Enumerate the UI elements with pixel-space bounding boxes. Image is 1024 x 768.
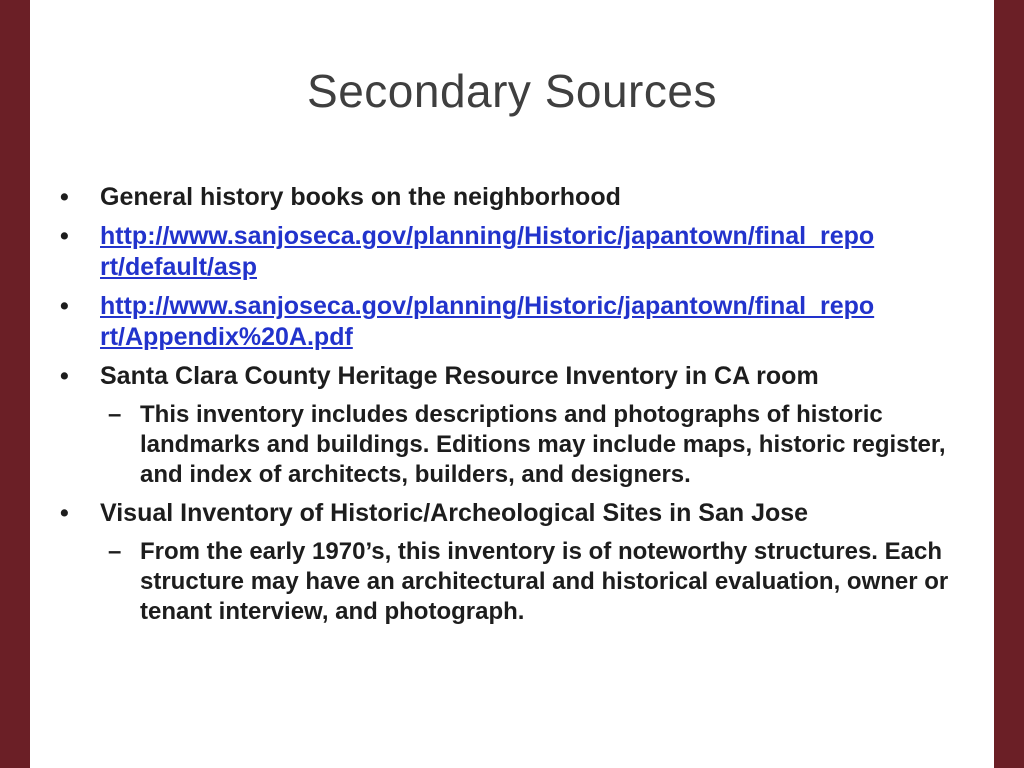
bullet-marker: • — [60, 183, 69, 211]
bullet-item — [60, 498, 965, 529]
bullet-marker: – — [108, 538, 122, 565]
bullet-marker: • — [60, 362, 69, 390]
bullet-text: From the early 1970’s, this inventory is of noteworthy structures. Each structure may have an architectural and historical evaluation, owner or tenant interview, and photograph. — [140, 538, 949, 625]
right-accent-bar — [994, 0, 1024, 768]
bullet-link-text — [100, 291, 965, 353]
bullet-marker: • — [60, 499, 69, 527]
page-title: Secondary Sources — [307, 65, 717, 117]
bullet-item — [60, 361, 965, 392]
bullet-item — [60, 221, 965, 283]
left-accent-bar — [0, 0, 30, 768]
bullet-link-text — [100, 221, 965, 283]
bullet-item — [108, 400, 965, 490]
bullet-text: This inventory includes descriptions and photographs of historic landmarks and buildings. Editions may include maps, historic register, and index of architects, builders, and designers. — [140, 401, 946, 488]
bullet-item — [108, 537, 965, 627]
bullet-text: General history books on the neighborhood — [100, 183, 621, 211]
hyperlink[interactable]: http://www.sanjoseca.gov/planning/Historic/japantown/final_repo rt/default/asp — [100, 222, 875, 281]
bullet-text: Santa Clara County Heritage Resource Inventory in CA room — [100, 362, 819, 390]
bullet-item — [60, 182, 965, 213]
bullet-marker: – — [108, 401, 122, 428]
bullet-marker: • — [60, 222, 69, 250]
bullet-list — [60, 182, 965, 635]
hyperlink[interactable]: http://www.sanjoseca.gov/planning/Historic/japantown/final_repo rt/Appendix%20A.pdf — [100, 292, 875, 351]
bullet-item — [60, 291, 965, 353]
bullet-text: Visual Inventory of Historic/Archeological Sites in San Jose — [100, 499, 809, 527]
bullet-marker: • — [60, 292, 69, 320]
